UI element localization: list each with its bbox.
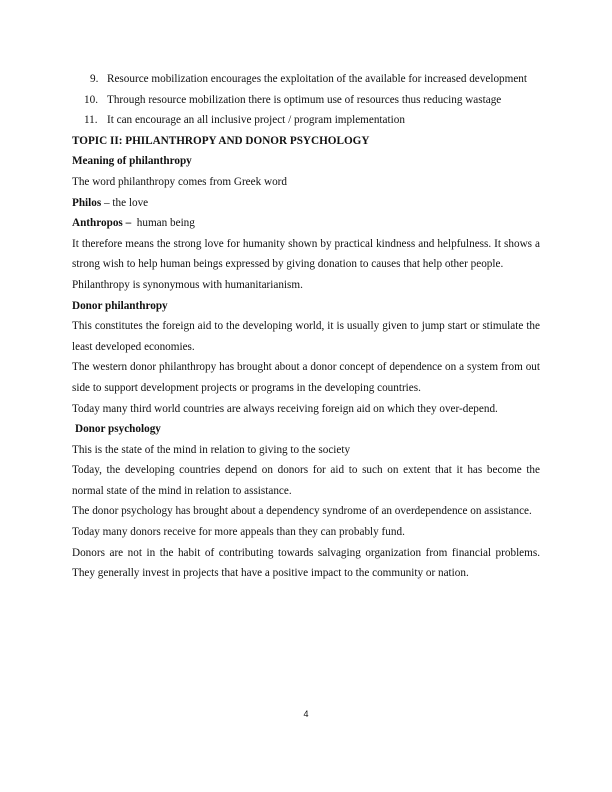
paragraph: Today many third world countries are always receiving foreign aid on which they over-depend. (72, 402, 498, 415)
document-body (72, 69, 540, 584)
definition-anthropos (72, 213, 540, 234)
list-number: 10. (84, 93, 98, 106)
paragraph: Today, the developing countries depend on donors for aid to such on extent that it has become the normal state of the mind in relation to assistance. (72, 464, 540, 497)
paragraph: It therefore means the strong love for humanity shown by practical kindness and helpfulness. It shows a strong wish to help human beings expressed by giving donation to causes that help other people. (72, 237, 540, 271)
list-number: 11. (84, 114, 98, 127)
section-heading-donor-psychology: Donor psychology (75, 423, 161, 436)
page-number: 4 (303, 709, 309, 719)
definition: human being (131, 217, 195, 230)
topic-heading: TOPIC II: PHILANTHROPY AND DONOR PSYCHOLOGY (72, 134, 370, 147)
paragraph: This constitutes the foreign aid to the developing world, it is usually given to jump start or stimulate the least developed economies. (72, 320, 540, 353)
paragraph: The word philanthropy comes from Greek word (72, 175, 287, 188)
term: Philos (72, 196, 102, 209)
paragraph: This is the state of the mind in relation to giving to the society (72, 443, 351, 456)
list-item (72, 69, 540, 90)
section-heading-meaning: Meaning of philanthropy (72, 155, 192, 168)
term: Anthropos – (72, 217, 132, 230)
paragraph: The donor psychology has brought about a dependency syndrome of an overdependence on assistance. (72, 505, 532, 518)
list-text: Through resource mobilization there is optimum use of resources thus reducing wastage (107, 93, 502, 106)
definition: – the love (101, 196, 149, 209)
list-number: 9. (90, 73, 99, 85)
list-item (72, 110, 540, 131)
list-text: It can encourage an all inclusive project / program implementation (107, 114, 405, 127)
section-heading-donor-philanthropy: Donor philanthropy (72, 299, 168, 312)
list-item (72, 90, 540, 111)
paragraph: Donors are not in the habit of contributing towards salvaging organization from financial problems. They generally invest in projects that have a positive impact to the community or nation. (72, 546, 540, 580)
paragraph: The western donor philanthropy has brought about a donor concept of dependence on a system from out side to support development projects or programs in the developing countries. (72, 361, 540, 394)
list-text: Resource mobilization encourages the exploitation of the available for increased development (107, 73, 527, 85)
paragraph: Philanthropy is synonymous with humanitarianism. (72, 278, 303, 291)
definition-philos (72, 193, 540, 214)
paragraph: Today many donors receive for more appeals than they can probably fund. (72, 526, 405, 539)
